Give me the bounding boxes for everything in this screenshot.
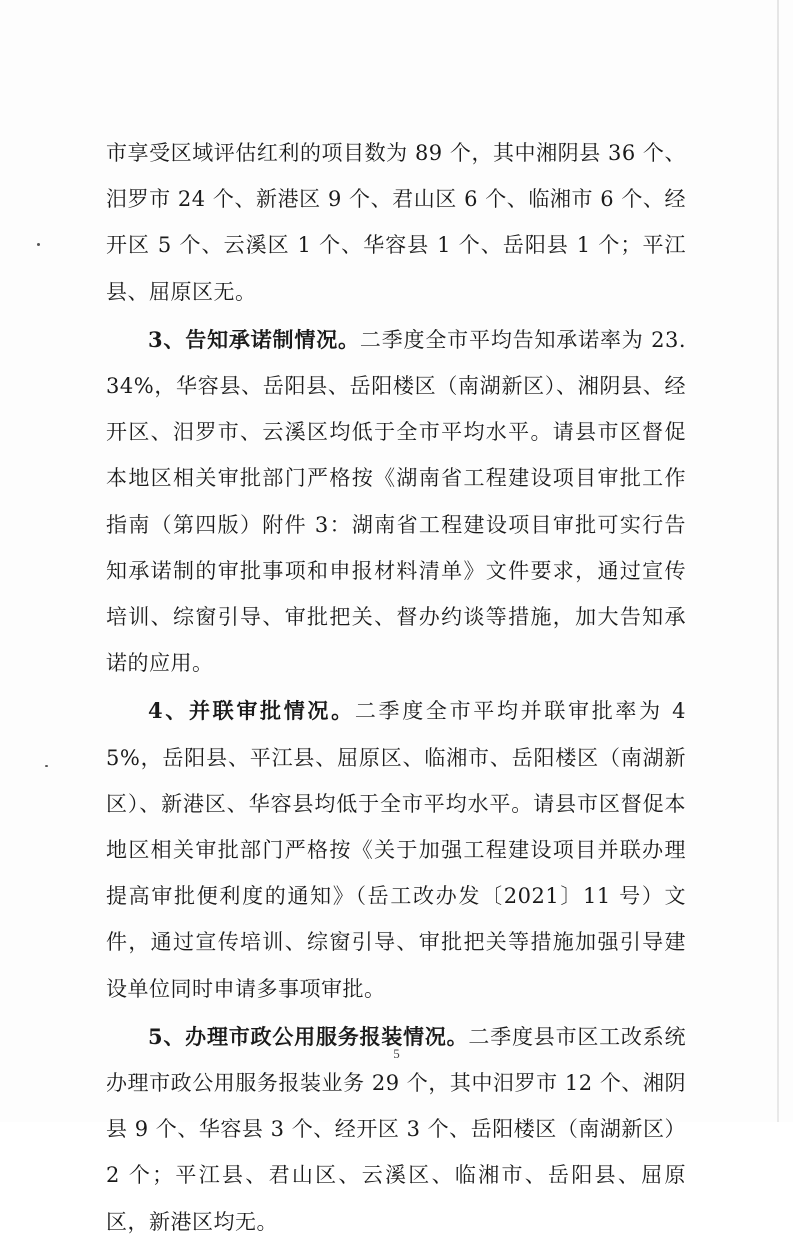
- scan-speck: [45, 765, 48, 767]
- section-heading: 5、办理市政公用服务报装情况。: [148, 1023, 469, 1049]
- page-number: 5: [393, 1046, 400, 1061]
- paragraph-continuation: [106, 130, 686, 315]
- paragraph-text: 二季度县市区工改系统办理市政公用服务报装业务 29 个，其中汨罗市 12 个、湘阴县 9 个、华容县 3 个、经开区 3 个、岳阳楼区（南湖新区）2 个；平江县、君山区、云溪区、临湘市、岳阳县、屈原区，新港区均无。: [106, 1024, 686, 1234]
- paragraph-parallel-approval: [106, 688, 686, 1011]
- document-body: [106, 130, 686, 1245]
- paragraph-notification-commitment: [106, 317, 686, 687]
- scan-speck: [37, 243, 40, 246]
- paragraph-text: 二季度全市平均告知承诺率为 23.34%，华容县、岳阳县、岳阳楼区（南湖新区）、湘阴县、经开区、汨罗市、云溪区均低于全市平均水平。请县市区督促本地区相关审批部门严格按《湖南省工程建设项目审批工作指南（第四版）附件 3：湖南省工程建设项目审批可实行告知承诺制的审批事项和申报材料清单》文件要求，通过宣传培训、综窗引导、审批把关、督办约谈等措施，加大告知承诺的应用。: [106, 327, 686, 676]
- scan-edge-shadow: [777, 0, 779, 1122]
- paragraph-text: 二季度全市平均并联审批率为 45%，岳阳县、平江县、屈原区、临湘市、岳阳楼区（南湖新区）、新港区、华容县均低于全市平均水平。请县市区督促本地区相关审批部门严格按《关于加强工程建设项目并联办理提高审批便利度的通知》（岳工改办发〔2021〕11 号）文件，通过宣传培训、综窗引导、审批把关等措施加强引导建设单位同时申请多事项审批。: [106, 699, 686, 1001]
- section-heading: 3、告知承诺制情况。: [148, 326, 360, 352]
- paragraph-text: 市享受区域评估红利的项目数为 89 个，其中湘阴县 36 个、汨罗市 24 个、新港区 9 个、君山区 6 个、临湘市 6 个、经开区 5 个、云溪区 1 个、华容县 1 个、岳阳县 1 个；平江县、屈原区无。: [106, 141, 686, 304]
- section-heading: 4、并联审批情况。: [148, 698, 355, 724]
